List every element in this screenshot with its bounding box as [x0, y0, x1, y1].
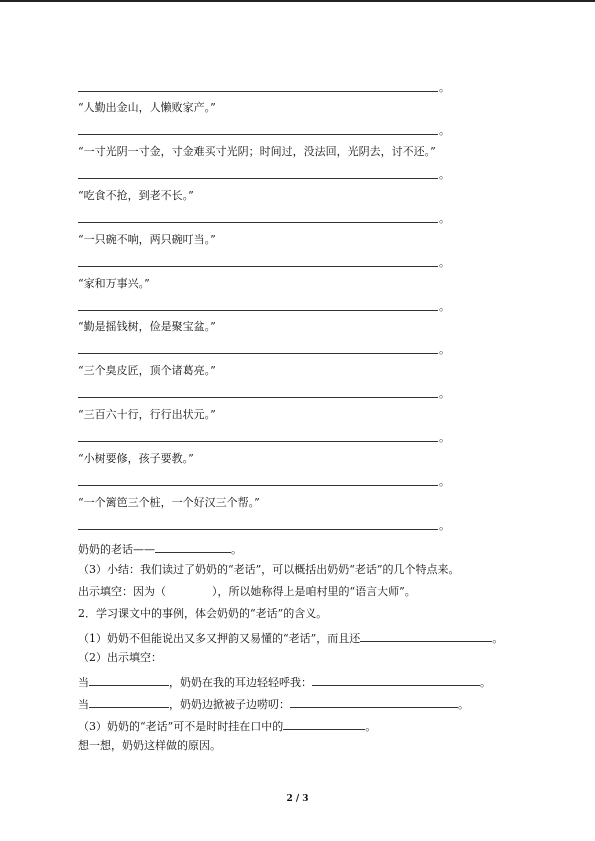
answer-line[interactable] [78, 485, 438, 486]
period: 。 [439, 519, 450, 532]
period: 。 [439, 256, 450, 269]
proverb: “三个臭皮匠，顶个诸葛亮。” [78, 364, 216, 377]
period: 。 [439, 431, 450, 444]
period: 。 [439, 343, 450, 356]
answer-line[interactable] [78, 134, 438, 135]
think-prompt: 想一想，奶奶这样做的原因。 [78, 739, 221, 752]
row1-mid: ，奶奶在我的耳边轻轻呼我： [169, 676, 312, 689]
proverb: “小树要修，孩子要教。” [78, 452, 194, 465]
period: 。 [439, 124, 450, 137]
q2-3-blank[interactable] [283, 717, 365, 730]
fill-suffix: ），所以她称得上是咱村里的“语言大师”。 [212, 585, 416, 598]
page-top-border [0, 0, 595, 2]
period: 。 [492, 632, 504, 645]
fill-line [78, 585, 416, 599]
q2-1-blank[interactable] [360, 629, 492, 642]
period: 。 [439, 300, 450, 313]
answer-line[interactable] [78, 266, 438, 267]
row1-blank[interactable] [312, 673, 480, 686]
fill-row-2 [78, 695, 469, 712]
grandma-saying-line [78, 540, 242, 557]
answer-line[interactable] [78, 310, 438, 311]
when-label: 当 [78, 698, 89, 711]
proverb: “三百六十行，行行出状元。” [78, 408, 216, 421]
answer-line[interactable] [78, 397, 438, 398]
proverb: “吃食不抢，到老不长。” [78, 189, 194, 202]
period: 。 [458, 698, 469, 711]
summary-text: （3）小结：我们读过了奶奶的“老话”，可以概括出奶奶“老话”的几个特点来。 [78, 563, 460, 576]
period: 。 [439, 168, 450, 181]
period: 。 [365, 720, 377, 733]
period: 。 [439, 475, 450, 488]
question-2-2: （2）出示填空： [78, 651, 162, 664]
proverb: “一只碗不响，两只碗叮当。” [78, 233, 216, 246]
when-blank[interactable] [89, 673, 169, 686]
row2-mid: ，奶奶边掀被子边唠叨： [169, 698, 290, 711]
answer-line[interactable] [78, 178, 438, 179]
when-label: 当 [78, 676, 89, 689]
proverb: “一个篱笆三个桩，一个好汉三个帮。” [78, 496, 260, 509]
period: 。 [439, 212, 450, 225]
row2-blank[interactable] [290, 695, 458, 708]
grandma-blank[interactable] [155, 540, 231, 553]
page-number: 2 / 3 [286, 794, 309, 804]
question-2-3 [78, 717, 376, 734]
period: 。 [480, 676, 491, 689]
when-blank[interactable] [89, 695, 169, 708]
answer-line[interactable] [78, 91, 438, 92]
q2-3-text: （3）奶奶的“老话”可不是时时挂在口中的 [78, 720, 284, 733]
answer-line[interactable] [78, 441, 438, 442]
answer-line[interactable] [78, 353, 438, 354]
answer-line[interactable] [78, 222, 438, 223]
proverb: “勤是摇钱树，俭是聚宝盆。” [78, 320, 216, 333]
answer-line[interactable] [78, 529, 438, 530]
fill-row-1 [78, 673, 491, 690]
question-2-title: 2．学习课文中的事例，体会奶奶的“老话”的含义。 [78, 607, 328, 620]
proverb: “人勤出金山，人懒败家产。” [78, 101, 216, 114]
grandma-prefix: 奶奶的老话—— [78, 543, 155, 556]
proverb: “一寸光阴一寸金，寸金难买寸光阴；时间过，没法回，光阴去，讨不还。” [78, 145, 436, 158]
question-2-1 [78, 629, 503, 646]
period: 。 [439, 81, 450, 94]
q2-1-text: （1）奶奶不但能说出又多又押韵又易懂的“老话”，而且还 [78, 632, 361, 645]
proverb: “家和万事兴。” [78, 277, 150, 290]
fill-prefix: 出示填空：因为（ [78, 585, 166, 598]
period: 。 [439, 387, 450, 400]
period: 。 [231, 543, 242, 556]
